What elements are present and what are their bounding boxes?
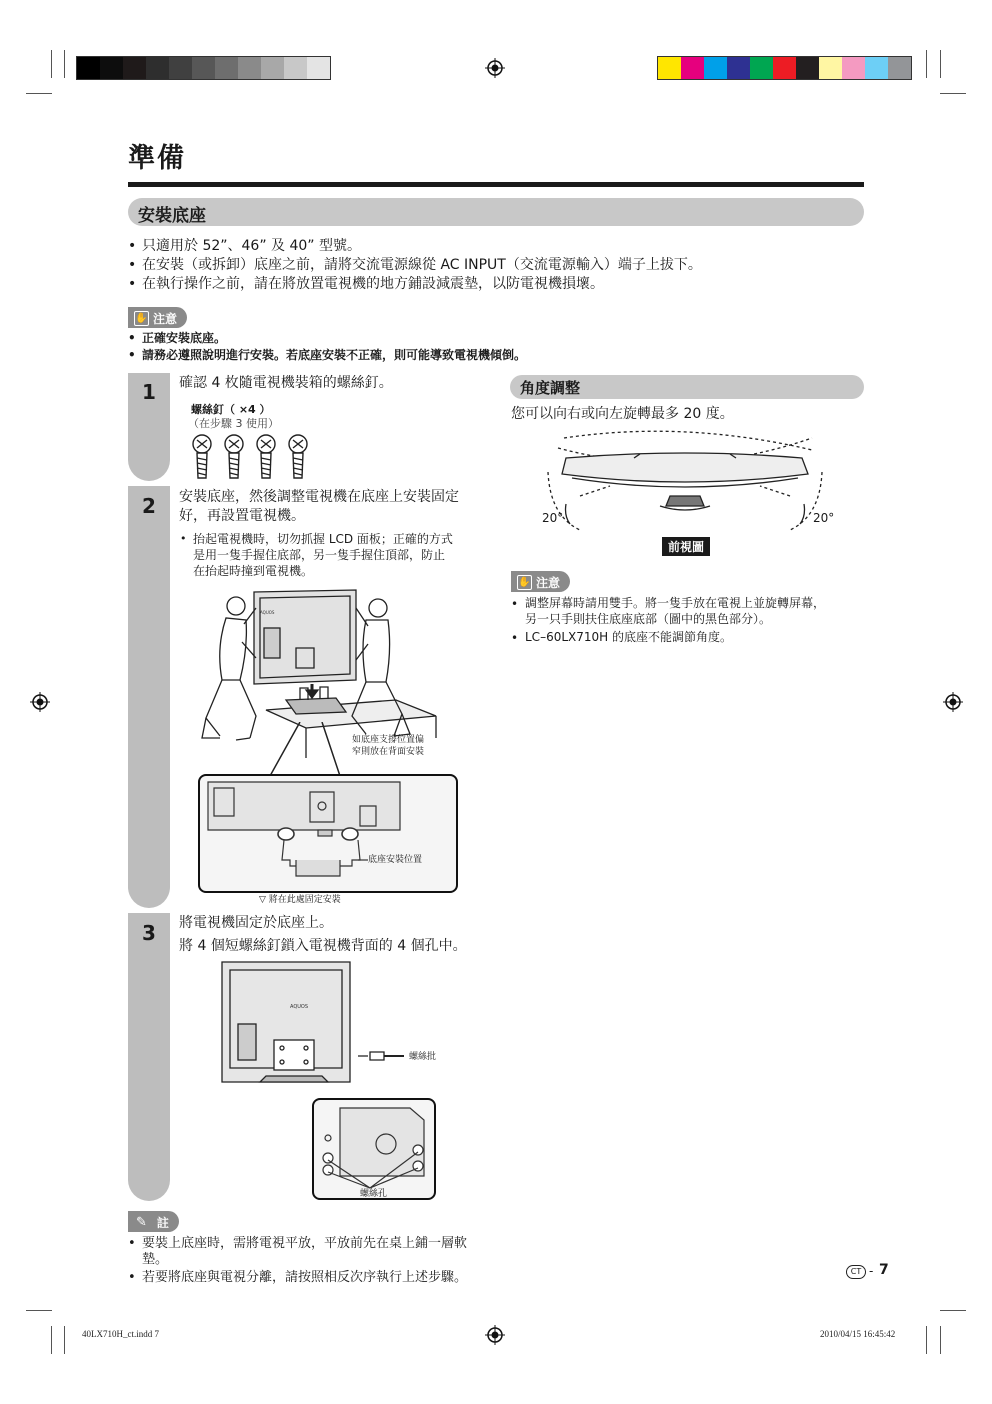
color-swatch bbox=[750, 57, 773, 79]
crop-mark bbox=[51, 50, 52, 78]
screwdriver-label: 螺絲批 bbox=[409, 1052, 437, 1062]
section-heading: 安裝底座 bbox=[128, 198, 864, 226]
color-calibration-bar bbox=[657, 56, 912, 80]
color-swatch bbox=[658, 57, 681, 79]
angle-bullet-mark: • bbox=[511, 631, 519, 645]
step-2-text-line2: 好，再設置電視機。 bbox=[179, 508, 305, 524]
screw-hole-label: 螺絲孔 bbox=[360, 1189, 388, 1199]
caution-label: 注意 bbox=[153, 312, 178, 326]
caution-badge bbox=[128, 307, 187, 328]
front-view-label: 前視圖 bbox=[662, 537, 710, 556]
screw-hole-detail-frame bbox=[312, 1098, 436, 1200]
registration-mark-icon bbox=[943, 692, 963, 712]
stand-position-label: 底座安裝位置 bbox=[368, 855, 423, 865]
note-item1-line1: 要裝上底座時，需將電視平放，平放前先在桌上鋪一層軟 bbox=[142, 1236, 468, 1251]
color-swatch bbox=[842, 57, 865, 79]
crop-mark bbox=[926, 1326, 927, 1354]
color-swatch bbox=[704, 57, 727, 79]
grey-swatch bbox=[261, 57, 284, 79]
caution-list bbox=[128, 330, 526, 364]
stand-note-line1: 如底座支撐位置偏 bbox=[352, 735, 425, 745]
color-swatch bbox=[888, 57, 911, 79]
grey-swatch bbox=[284, 57, 307, 79]
tv-rotation-illustration bbox=[540, 426, 830, 536]
note-bullet-mark: • bbox=[128, 1270, 136, 1285]
color-swatch bbox=[819, 57, 842, 79]
angle-caution-line1: 調整屏幕時請用雙手。將一隻手放在電視上並旋轉屏幕， bbox=[525, 596, 826, 610]
color-swatch bbox=[773, 57, 796, 79]
callout-lines bbox=[260, 722, 360, 776]
intro-bullets bbox=[128, 237, 702, 294]
hand-icon: ✋ bbox=[518, 577, 531, 588]
grey-swatch bbox=[169, 57, 192, 79]
screw-note: （在步驟 3 使用） bbox=[188, 417, 279, 430]
crop-mark bbox=[26, 93, 52, 94]
step-3-text-line2: 將 4 個短螺絲釘鎖入電視機背面的 4 個孔中。 bbox=[179, 938, 467, 954]
grey-swatch bbox=[215, 57, 238, 79]
color-swatch bbox=[865, 57, 888, 79]
stand-detail-illustration bbox=[200, 776, 456, 891]
note-item2: 若要將底座與電視分離，請按照相反次序執行上述步驟。 bbox=[142, 1270, 468, 1285]
step-2-text-line1: 安裝底座，然後調整電視機在底座上安裝固定 bbox=[179, 489, 459, 505]
registration-mark-icon bbox=[30, 692, 50, 712]
page-title: 準備 bbox=[128, 143, 186, 174]
grey-swatch bbox=[146, 57, 169, 79]
crop-mark bbox=[64, 1326, 65, 1354]
angle-caution-line2: 另一只手則扶住底座底部（圖中的黑色部分）。 bbox=[525, 612, 772, 626]
list-item: • 在執行操作之前，請在將放置電視機的地方鋪設減震墊，以防電視機損壞。 bbox=[128, 275, 702, 294]
hand-icon: ✋ bbox=[135, 313, 148, 324]
list-item: • 正確安裝底座。 bbox=[128, 330, 526, 347]
crop-mark bbox=[51, 1326, 52, 1354]
note-bullet-mark: • bbox=[128, 1236, 136, 1251]
screw-hole-illustration bbox=[314, 1100, 434, 1198]
crop-mark bbox=[64, 50, 65, 78]
grey-swatch bbox=[192, 57, 215, 79]
footer-timestamp: 2010/04/15 16:45:42 bbox=[820, 1329, 896, 1339]
note-badge bbox=[128, 1211, 179, 1232]
step-2-bullet-mark: • bbox=[180, 532, 187, 545]
grey-swatch bbox=[77, 57, 100, 79]
angle-text: 您可以向右或向左旋轉最多 20 度。 bbox=[511, 406, 734, 422]
step-3-text-line1: 將電視機固定於底座上。 bbox=[179, 915, 333, 931]
crop-mark bbox=[926, 50, 927, 78]
stand-note-line2: 窄則放在背面安裝 bbox=[352, 747, 425, 757]
angle-heading: 角度調整 bbox=[510, 375, 864, 399]
note-item1-line2: 墊。 bbox=[142, 1252, 169, 1267]
tv-brand-label: AQUOS bbox=[290, 1004, 309, 1010]
step-2-number: 2 bbox=[142, 494, 156, 518]
list-item: • 只適用於 52”、46” 及 40” 型號。 bbox=[128, 237, 702, 256]
step-2-bullet-line1: 抬起電視機時，切勿抓握 LCD 面板；正確的方式 bbox=[193, 532, 453, 546]
angle-left-degree: 20° bbox=[542, 511, 564, 525]
crop-mark bbox=[940, 1310, 966, 1311]
step-3-column bbox=[128, 913, 170, 1201]
grey-swatch bbox=[238, 57, 261, 79]
grey-swatch bbox=[100, 57, 123, 79]
tv-back-screw-illustration bbox=[218, 958, 418, 1086]
title-rule bbox=[128, 182, 864, 187]
angle-bullet-mark: • bbox=[511, 597, 519, 611]
list-item: • 請務必遵照說明進行安裝。若底座安裝不正確，則可能導致電視機傾倒。 bbox=[128, 347, 526, 364]
angle-right-degree: 20° bbox=[813, 511, 835, 525]
angle-caution-label: 注意 bbox=[536, 576, 561, 590]
page-dash: - bbox=[869, 1264, 874, 1278]
color-swatch bbox=[727, 57, 750, 79]
list-item: • 在安裝（或拆卸）底座之前，請將交流電源線從 AC INPUT（交流電源輸入）端子上拔下。 bbox=[128, 256, 702, 275]
angle-caution-item2: LC–60LX710H 的底座不能調節角度。 bbox=[525, 630, 732, 644]
step-3-number: 3 bbox=[142, 921, 156, 945]
crop-mark bbox=[940, 93, 966, 94]
page-badge-icon: CT bbox=[846, 1265, 866, 1279]
grey-swatch bbox=[307, 57, 330, 79]
angle-caution-badge bbox=[511, 571, 570, 592]
footer-file-name: 40LX710H_ct.indd 7 bbox=[82, 1329, 159, 1339]
crop-mark bbox=[26, 1310, 52, 1311]
page-number: 7 bbox=[879, 1262, 889, 1278]
step-2-column bbox=[128, 486, 170, 908]
registration-mark-icon bbox=[485, 58, 505, 78]
screw-label: 螺絲釘（ ×4 ） bbox=[191, 403, 271, 416]
step-1-number: 1 bbox=[142, 380, 156, 404]
screws-illustration bbox=[188, 434, 312, 484]
grey-calibration-bar bbox=[76, 56, 331, 80]
crop-mark bbox=[940, 50, 941, 78]
color-swatch bbox=[796, 57, 819, 79]
note-label: 註 bbox=[156, 1216, 169, 1230]
color-swatch bbox=[681, 57, 704, 79]
step-1-text: 確認 4 枚隨電視機裝箱的螺絲釘。 bbox=[179, 375, 393, 391]
stand-detail-frame bbox=[198, 774, 458, 893]
step-2-bullet-line2: 是用一隻手握住底部，另一隻手握住頂部，防止 bbox=[193, 548, 446, 562]
step-2-bullet-line3: 在抬起時撞到電視機。 bbox=[193, 564, 314, 578]
svg-text:AQUOS: AQUOS bbox=[260, 610, 275, 615]
registration-mark-icon bbox=[485, 1325, 505, 1345]
pencil-icon: ✎ bbox=[136, 1215, 147, 1230]
fix-here-label: ▽ 將在此處固定安裝 bbox=[259, 895, 341, 905]
crop-mark bbox=[940, 1326, 941, 1354]
grey-swatch bbox=[123, 57, 146, 79]
